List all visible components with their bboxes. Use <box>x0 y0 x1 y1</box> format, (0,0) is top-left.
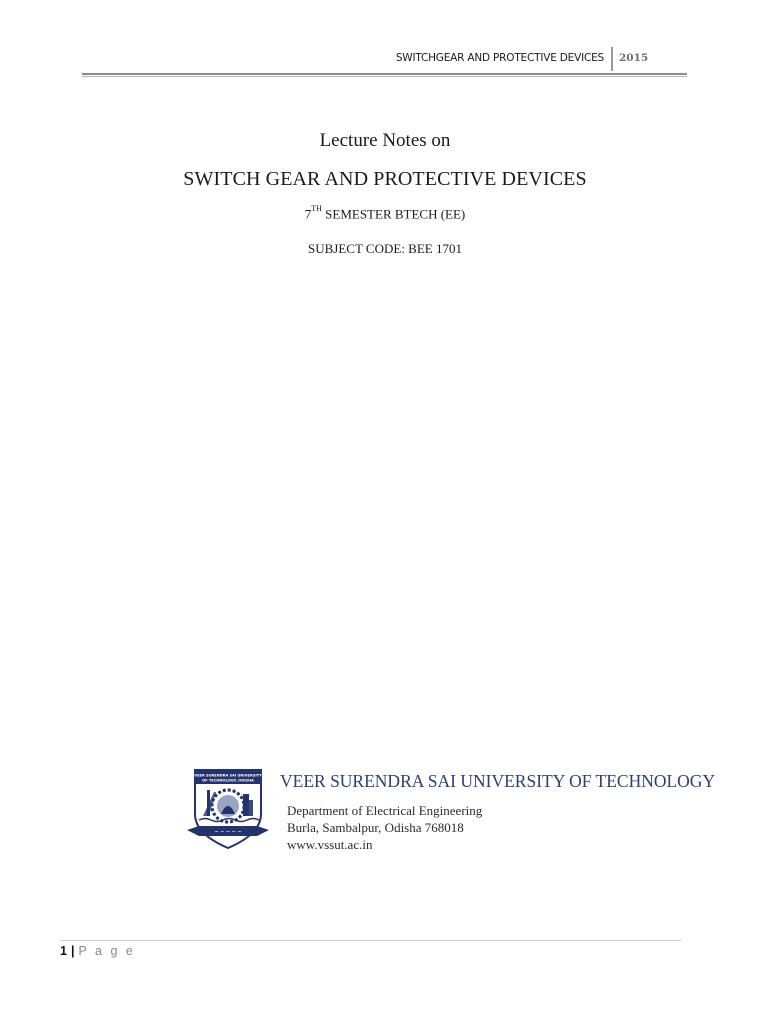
semester-number: 7 <box>304 206 312 222</box>
footer-rule <box>60 940 681 941</box>
svg-text:VEER SURENDRA SAI UNIVERSITY: VEER SURENDRA SAI UNIVERSITY <box>194 773 262 778</box>
header-year: 2015 <box>619 52 649 64</box>
subject-title: SWITCH GEAR AND PROTECTIVE DEVICES <box>183 168 587 190</box>
header-separator <box>611 47 613 71</box>
semester-superscript: TH <box>311 204 322 213</box>
page-number: 1 <box>60 944 67 958</box>
university-logo <box>185 768 271 852</box>
header-rule-secondary <box>82 76 687 77</box>
footer-separator: | <box>70 944 75 958</box>
header-rule <box>82 73 687 75</box>
subject-code: SUBJECT CODE: BEE 1701 <box>308 241 462 256</box>
svg-text:OF TECHNOLOGY, ODISHA: OF TECHNOLOGY, ODISHA <box>202 778 254 783</box>
page-label: P a g e <box>78 944 136 958</box>
university-name: VEER SURENDRA SAI UNIVERSITY OF TECHNOLOGY <box>280 771 716 791</box>
university-address: Burla, Sambalpur, Odisha 768018 <box>287 820 464 835</box>
svg-text:~ ~ ~ ~ ~: ~ ~ ~ ~ ~ <box>214 829 242 836</box>
department-name: Department of Electrical Engineering <box>287 803 483 818</box>
header-title: SWITCHGEAR AND PROTECTIVE DEVICES <box>395 52 604 64</box>
semester-line <box>0 206 770 222</box>
page-footer <box>60 944 135 958</box>
semester-text: SEMESTER BTECH (EE) <box>321 206 466 222</box>
running-header <box>82 48 686 72</box>
university-website[interactable]: www.vssut.ac.in <box>287 837 373 852</box>
lecture-notes-line: Lecture Notes on <box>319 130 451 151</box>
